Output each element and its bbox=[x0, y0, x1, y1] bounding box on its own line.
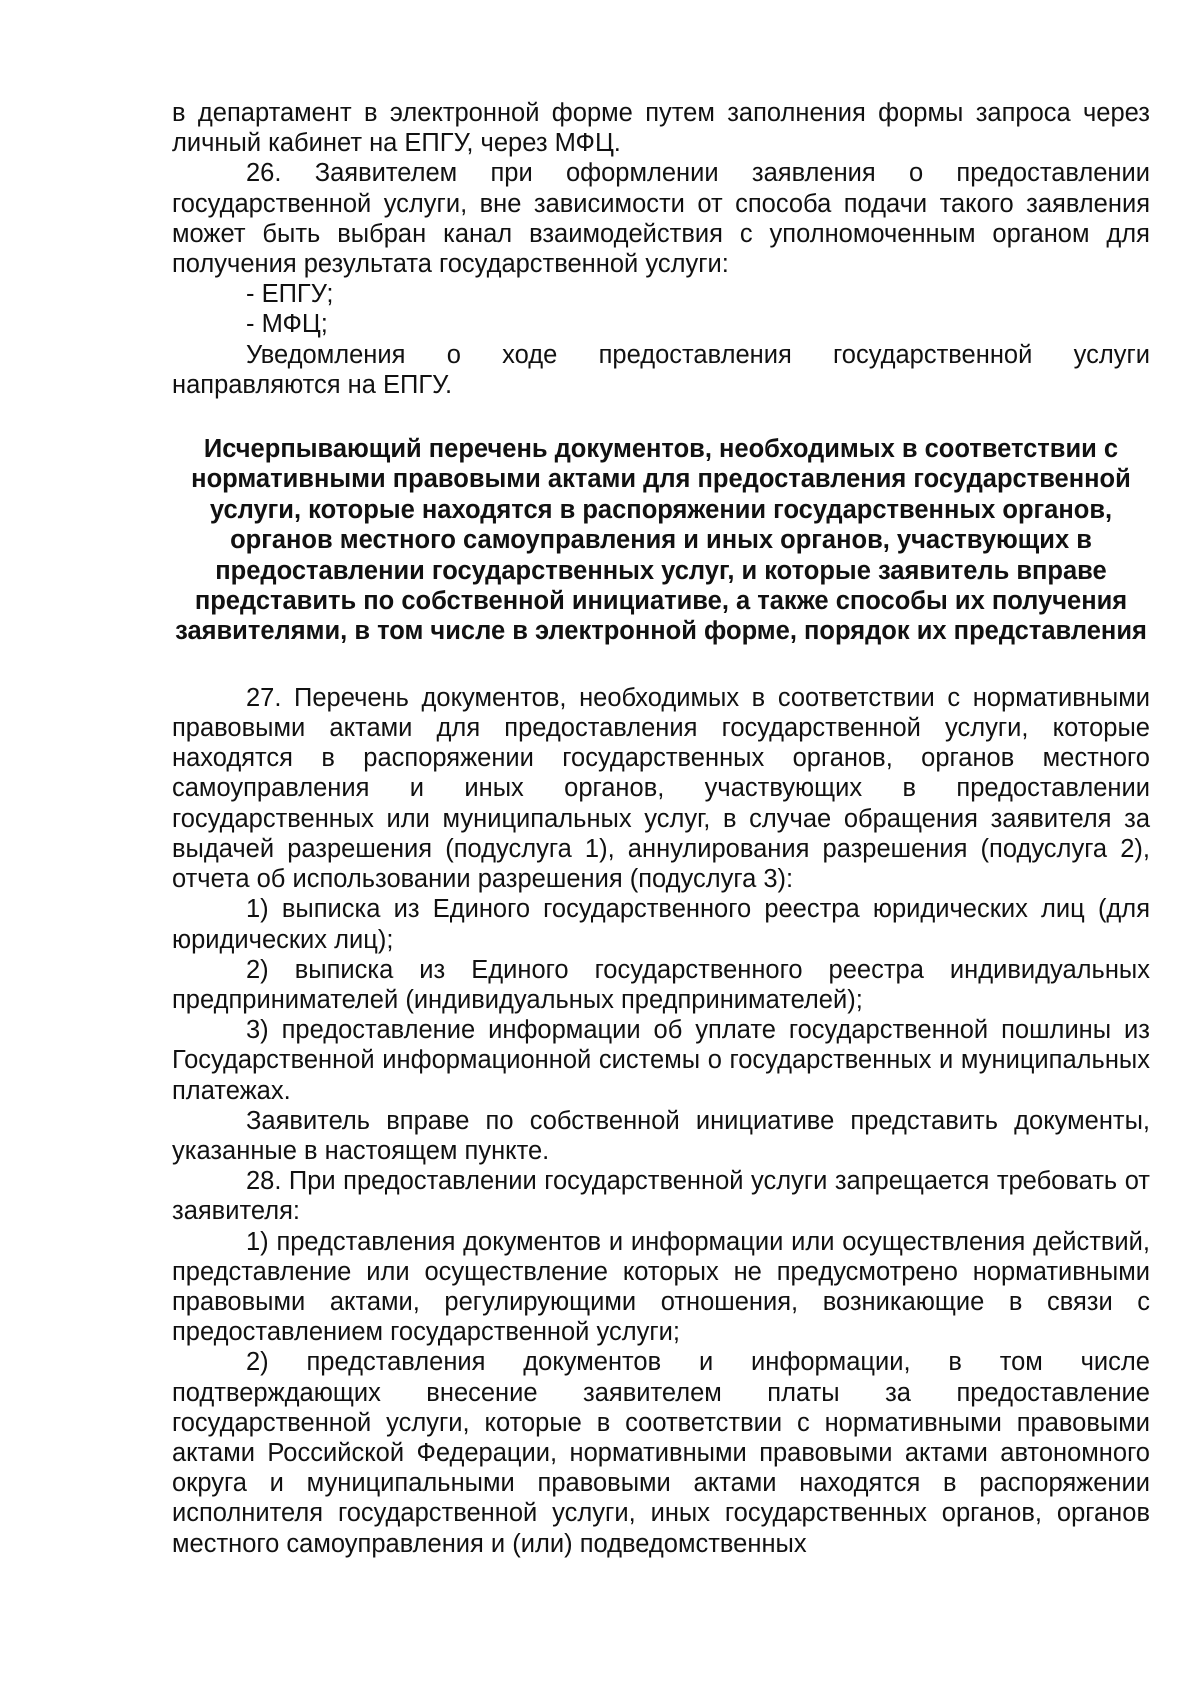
paragraph-notifications: Уведомления о ходе предоставления государственной услуги направляются на ЕПГУ. bbox=[172, 340, 1150, 399]
list-item-27-2: 2) выписка из Единого государственного реестра индивидуальных предпринимателей (индивидуальных предпринимателей); bbox=[172, 955, 1150, 1014]
paragraph-26: 26. Заявителем при оформлении заявления о предоставлении государственной услуги, вне зависимости от способа подачи такого заявления может быть выбран канал взаимодействия с уполномоченным органом для получения результата государственной услуги: bbox=[172, 159, 1150, 279]
list-item-epgu: - ЕПГУ; bbox=[246, 280, 334, 309]
section-heading: Исчерпывающий перечень документов, необходимых в соответствии с нормативными правовыми актами для предоставления государственной услуги, которые находятся в распоряжении государственных органов, органов местного самоуправления и иных органов, участвующих в предоставлении государственных услуг, и которые заявитель вправе представить по собственной инициативе, а также способы их получения заявителями, в том числе в электронной форме, порядок их представления bbox=[175, 435, 1147, 646]
list-item-28-2: 2) представления документов и информации, в том числе подтверждающих внесение заявителем платы за предоставление государственной услуги, которые в соответствии с нормативными правовыми актами Российской Федерации, нормативными правовыми актами автономного округа и муниципальными правовыми актами находятся в распоряжении исполнителя государственной услуги, иных государственных органов, органов местного самоуправления и (или) подведомственных bbox=[172, 1348, 1150, 1558]
list-item-27-3: 3) предоставление информации об уплате государственной пошлины из Государственной информационной системы о государственных и муниципальных платежах. bbox=[172, 1016, 1150, 1105]
list-item-28-1: 1) представления документов и информации или осуществления действий, представление или осуществление которых не предусмотрено нормативными правовыми актами, регулирующими отношения, возникающие в связи с предоставлением государственной услуги; bbox=[172, 1227, 1150, 1347]
paragraph-27: 27. Перечень документов, необходимых в соответствии с нормативными правовыми актами для предоставления государственной услуги, которые находятся в распоряжении государственных органов, органов местного самоуправления и иных органов, участвующих в предоставлении государственных или муниципальных услуг, в случае обращения заявителя за выдачей разрешения (подуслуга 1), аннулирования разрешения (подуслуга 2), отчета об использовании разрешения (подуслуга 3): bbox=[172, 683, 1150, 894]
paragraph-applicant-right: Заявитель вправе по собственной инициативе представить документы, указанные в настоящем пункте. bbox=[172, 1106, 1150, 1165]
paragraph-continuation: в департамент в электронной форме путем заполнения формы запроса через личный кабинет на ЕПГУ, через МФЦ. bbox=[172, 99, 1150, 158]
list-item-mfc: - МФЦ; bbox=[246, 310, 328, 339]
paragraph-28: 28. При предоставлении государственной услуги запрещается требовать от заявителя: bbox=[172, 1167, 1150, 1226]
list-item-27-1: 1) выписка из Единого государственного реестра юридических лиц (для юридических лиц); bbox=[172, 895, 1150, 954]
document-page bbox=[172, 98, 1150, 1559]
